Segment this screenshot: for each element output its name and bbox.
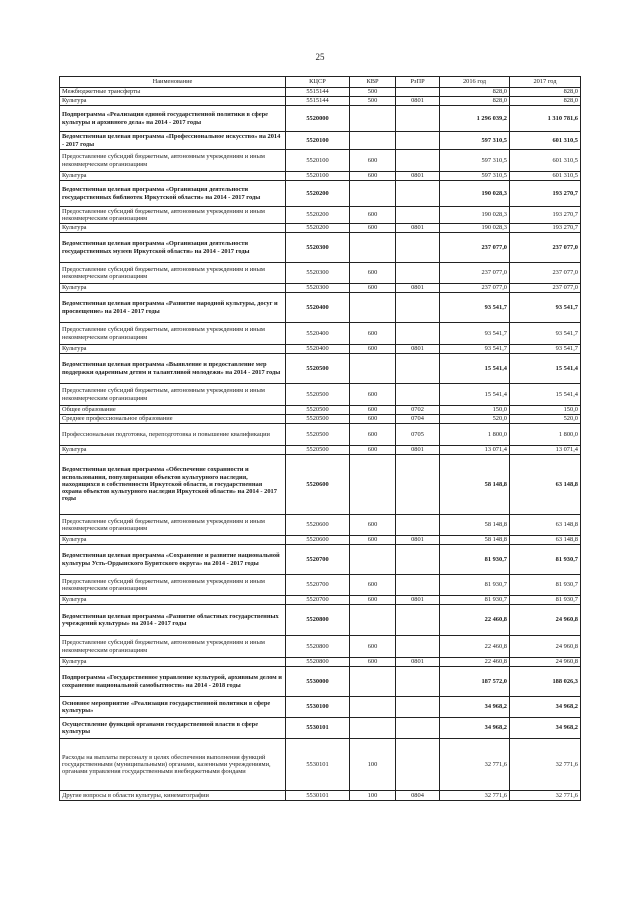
cell-kcsr: 5520100 bbox=[286, 150, 350, 172]
cell-2016: 237 077,0 bbox=[440, 284, 510, 293]
cell-rzpr: 0804 bbox=[396, 791, 440, 801]
cell-kvr: 600 bbox=[350, 515, 396, 536]
table-row bbox=[60, 446, 581, 455]
cell-2016: 81 930,7 bbox=[440, 545, 510, 575]
cell-name: Предоставление субсидий бюджетным, автономным учреждениям и иным некоммерческим организациям bbox=[60, 150, 286, 172]
cell-2017: 32 771,6 bbox=[510, 739, 581, 791]
cell-kcsr: 5520800 bbox=[286, 636, 350, 658]
cell-rzpr: 0801 bbox=[396, 345, 440, 354]
table-row bbox=[60, 224, 581, 233]
table-row bbox=[60, 424, 581, 446]
cell-kvr: 600 bbox=[350, 284, 396, 293]
cell-kcsr: 5520600 bbox=[286, 455, 350, 515]
cell-rzpr: 0801 bbox=[396, 284, 440, 293]
cell-kvr: 500 bbox=[350, 97, 396, 106]
table-row bbox=[60, 658, 581, 667]
cell-name: Профессиональная подготовка, переподготовка и повышение квалификации bbox=[60, 424, 286, 446]
cell-2017: 237 077,0 bbox=[510, 263, 581, 284]
cell-name: Ведомственная целевая программа «Обеспечение сохранности и использования, популяризация объектов культурного наследия, находящихся в собственности Иркутской области, и государственная охрана объектов культурного наследия Иркутской области» на 2014 - 2017 годы bbox=[60, 455, 286, 515]
cell-2017: 193 270,7 bbox=[510, 224, 581, 233]
cell-kcsr: 5520600 bbox=[286, 536, 350, 545]
cell-rzpr bbox=[396, 233, 440, 263]
cell-2016: 828,0 bbox=[440, 88, 510, 97]
cell-rzpr bbox=[396, 181, 440, 207]
table-row bbox=[60, 293, 581, 323]
cell-kvr bbox=[350, 106, 396, 132]
cell-2017: 24 960,8 bbox=[510, 605, 581, 636]
cell-kvr: 600 bbox=[350, 424, 396, 446]
budget-table bbox=[59, 76, 581, 801]
cell-kvr: 600 bbox=[350, 172, 396, 181]
cell-2016: 81 930,7 bbox=[440, 596, 510, 605]
cell-kvr: 600 bbox=[350, 224, 396, 233]
cell-2016: 597 310,5 bbox=[440, 132, 510, 150]
cell-kcsr: 5520500 bbox=[286, 354, 350, 384]
cell-2016: 15 541,4 bbox=[440, 354, 510, 384]
cell-2017: 15 541,4 bbox=[510, 354, 581, 384]
table-row bbox=[60, 384, 581, 406]
table-row bbox=[60, 791, 581, 801]
cell-rzpr bbox=[396, 697, 440, 718]
cell-rzpr bbox=[396, 293, 440, 323]
table-row bbox=[60, 536, 581, 545]
cell-name: Предоставление субсидий бюджетным, автономным учреждениям и иным некоммерческим организациям bbox=[60, 636, 286, 658]
cell-2017: 520,0 bbox=[510, 415, 581, 424]
table-row bbox=[60, 263, 581, 284]
cell-name: Культура bbox=[60, 658, 286, 667]
cell-rzpr: 0801 bbox=[396, 446, 440, 455]
table-row bbox=[60, 284, 581, 293]
cell-name: Культура bbox=[60, 97, 286, 106]
cell-2017: 15 541,4 bbox=[510, 384, 581, 406]
table-row bbox=[60, 207, 581, 224]
cell-name: Ведомственная целевая программа «Организация деятельности государственных библиотек Иркутской области» на 2014 - 2017 годы bbox=[60, 181, 286, 207]
cell-kvr: 600 bbox=[350, 406, 396, 415]
cell-kvr: 600 bbox=[350, 575, 396, 596]
table-row bbox=[60, 88, 581, 97]
cell-name: Основное мероприятие «Реализация государственной политики в сфере культуры» bbox=[60, 697, 286, 718]
cell-2016: 237 077,0 bbox=[440, 233, 510, 263]
cell-rzpr bbox=[396, 515, 440, 536]
cell-kvr bbox=[350, 233, 396, 263]
cell-2016: 93 541,7 bbox=[440, 345, 510, 354]
cell-kvr bbox=[350, 718, 396, 739]
cell-2017: 601 310,5 bbox=[510, 150, 581, 172]
cell-2017: 1 800,0 bbox=[510, 424, 581, 446]
table-row bbox=[60, 97, 581, 106]
cell-rzpr bbox=[396, 636, 440, 658]
cell-rzpr bbox=[396, 323, 440, 345]
cell-name: Культура bbox=[60, 224, 286, 233]
cell-kcsr: 5520500 bbox=[286, 446, 350, 455]
cell-2016: 190 028,3 bbox=[440, 181, 510, 207]
table-row bbox=[60, 415, 581, 424]
cell-kcsr: 5520400 bbox=[286, 323, 350, 345]
table-row bbox=[60, 150, 581, 172]
cell-2017: 93 541,7 bbox=[510, 293, 581, 323]
cell-kvr: 600 bbox=[350, 150, 396, 172]
cell-kvr: 600 bbox=[350, 446, 396, 455]
cell-2017: 81 930,7 bbox=[510, 545, 581, 575]
cell-name: Ведомственная целевая программа «Профессиональное искусство» на 2014 - 2017 годы bbox=[60, 132, 286, 150]
cell-2016: 597 310,5 bbox=[440, 172, 510, 181]
cell-kvr bbox=[350, 545, 396, 575]
cell-2017: 93 541,7 bbox=[510, 323, 581, 345]
cell-2017: 63 148,8 bbox=[510, 515, 581, 536]
cell-kcsr: 5520500 bbox=[286, 415, 350, 424]
cell-2016: 520,0 bbox=[440, 415, 510, 424]
cell-kvr: 600 bbox=[350, 263, 396, 284]
cell-rzpr: 0704 bbox=[396, 415, 440, 424]
cell-kvr: 600 bbox=[350, 536, 396, 545]
cell-2016: 93 541,7 bbox=[440, 323, 510, 345]
cell-2016: 58 148,8 bbox=[440, 455, 510, 515]
cell-kvr bbox=[350, 354, 396, 384]
cell-kcsr: 5520200 bbox=[286, 207, 350, 224]
cell-2016: 828,0 bbox=[440, 97, 510, 106]
table-row bbox=[60, 132, 581, 150]
cell-2016: 32 771,6 bbox=[440, 739, 510, 791]
cell-kcsr: 5520500 bbox=[286, 384, 350, 406]
cell-rzpr bbox=[396, 132, 440, 150]
cell-name: Культура bbox=[60, 284, 286, 293]
table-row bbox=[60, 636, 581, 658]
cell-kvr: 600 bbox=[350, 415, 396, 424]
cell-rzpr bbox=[396, 150, 440, 172]
cell-rzpr bbox=[396, 739, 440, 791]
cell-name: Ведомственная целевая программа «Развитие народной культуры, досуг и просвещение» на 2014 - 2017 годы bbox=[60, 293, 286, 323]
cell-name: Общее образование bbox=[60, 406, 286, 415]
cell-2017: 63 148,8 bbox=[510, 455, 581, 515]
cell-kcsr: 5520400 bbox=[286, 293, 350, 323]
cell-name: Предоставление субсидий бюджетным, автономным учреждениям и иным некоммерческим организациям bbox=[60, 384, 286, 406]
cell-name: Подпрограмма «Государственное управление культурой, архивным делом и сохранение национальной самобытности» на 2014 - 2018 годы bbox=[60, 667, 286, 697]
cell-name: Предоставление субсидий бюджетным, автономным учреждениям и иным некоммерческим организациям bbox=[60, 515, 286, 536]
table-row bbox=[60, 545, 581, 575]
cell-name: Культура bbox=[60, 446, 286, 455]
cell-2017: 193 270,7 bbox=[510, 207, 581, 224]
cell-kcsr: 5530101 bbox=[286, 718, 350, 739]
cell-kcsr: 5530101 bbox=[286, 791, 350, 801]
cell-name: Среднее профессиональное образование bbox=[60, 415, 286, 424]
table-body bbox=[60, 88, 581, 801]
cell-2017: 13 071,4 bbox=[510, 446, 581, 455]
cell-rzpr bbox=[396, 354, 440, 384]
cell-2016: 237 077,0 bbox=[440, 263, 510, 284]
cell-name: Расходы на выплаты персоналу в целях обеспечения выполнения функций государственными (муниципальными) органами, казенными учреждениями, органами управления государственными внебюджетными фондами bbox=[60, 739, 286, 791]
cell-kvr: 600 bbox=[350, 345, 396, 354]
table-row bbox=[60, 345, 581, 354]
cell-kcsr: 5520300 bbox=[286, 263, 350, 284]
table-row bbox=[60, 323, 581, 345]
cell-kcsr: 5520600 bbox=[286, 515, 350, 536]
cell-rzpr bbox=[396, 106, 440, 132]
cell-2017: 601 310,5 bbox=[510, 172, 581, 181]
cell-2016: 150,0 bbox=[440, 406, 510, 415]
cell-kcsr: 5520500 bbox=[286, 406, 350, 415]
cell-name: Ведомственная целевая программа «Организация деятельности государственных музеев Иркутской области» на 2014 - 2017 годы bbox=[60, 233, 286, 263]
cell-2016: 1 800,0 bbox=[440, 424, 510, 446]
cell-2017: 34 968,2 bbox=[510, 718, 581, 739]
cell-rzpr bbox=[396, 667, 440, 697]
header-kcsr: КЦСР bbox=[286, 77, 350, 88]
cell-2017: 237 077,0 bbox=[510, 284, 581, 293]
cell-rzpr bbox=[396, 605, 440, 636]
cell-name: Ведомственная целевая программа «Развитие областных государственных учреждений культуры» на 2014 - 2017 годы bbox=[60, 605, 286, 636]
cell-kcsr: 5520300 bbox=[286, 284, 350, 293]
cell-kvr bbox=[350, 181, 396, 207]
cell-name: Предоставление субсидий бюджетным, автономным учреждениям и иным некоммерческим организациям bbox=[60, 207, 286, 224]
cell-2016: 13 071,4 bbox=[440, 446, 510, 455]
cell-kcsr: 5520300 bbox=[286, 233, 350, 263]
table-row bbox=[60, 181, 581, 207]
cell-kcsr: 5520200 bbox=[286, 224, 350, 233]
cell-kvr bbox=[350, 293, 396, 323]
cell-kcsr: 5530100 bbox=[286, 697, 350, 718]
cell-2017: 81 930,7 bbox=[510, 575, 581, 596]
header-kvr: КВР bbox=[350, 77, 396, 88]
cell-kcsr: 5515144 bbox=[286, 88, 350, 97]
cell-kcsr: 5530101 bbox=[286, 739, 350, 791]
cell-2016: 58 148,8 bbox=[440, 515, 510, 536]
cell-rzpr bbox=[396, 88, 440, 97]
cell-name: Ведомственная целевая программа «Выявление и предоставление мер поддержки одаренным детям и талантливой молодежи» на 2014 - 2017 годы bbox=[60, 354, 286, 384]
cell-name: Предоставление субсидий бюджетным, автономным учреждениям и иным некоммерческим организациям bbox=[60, 323, 286, 345]
cell-2017: 63 148,8 bbox=[510, 536, 581, 545]
cell-rzpr: 0702 bbox=[396, 406, 440, 415]
cell-2016: 22 460,8 bbox=[440, 636, 510, 658]
cell-kvr: 600 bbox=[350, 207, 396, 224]
cell-2016: 22 460,8 bbox=[440, 658, 510, 667]
cell-2017: 601 310,5 bbox=[510, 132, 581, 150]
cell-2016: 34 968,2 bbox=[440, 718, 510, 739]
table-row bbox=[60, 575, 581, 596]
table-header-row bbox=[60, 77, 581, 88]
table-row bbox=[60, 515, 581, 536]
cell-kcsr: 5520400 bbox=[286, 345, 350, 354]
cell-rzpr: 0801 bbox=[396, 658, 440, 667]
cell-rzpr: 0705 bbox=[396, 424, 440, 446]
cell-kcsr: 5520700 bbox=[286, 575, 350, 596]
cell-kvr: 100 bbox=[350, 739, 396, 791]
cell-kvr bbox=[350, 455, 396, 515]
cell-2017: 24 960,8 bbox=[510, 636, 581, 658]
table-row bbox=[60, 605, 581, 636]
cell-kvr bbox=[350, 667, 396, 697]
cell-rzpr bbox=[396, 545, 440, 575]
cell-rzpr bbox=[396, 263, 440, 284]
cell-rzpr: 0801 bbox=[396, 596, 440, 605]
cell-rzpr bbox=[396, 384, 440, 406]
cell-2017: 828,0 bbox=[510, 97, 581, 106]
cell-name: Культура bbox=[60, 172, 286, 181]
cell-2017: 828,0 bbox=[510, 88, 581, 97]
cell-name: Межбюджетные трансферты bbox=[60, 88, 286, 97]
cell-2016: 22 460,8 bbox=[440, 605, 510, 636]
cell-2017: 188 026,3 bbox=[510, 667, 581, 697]
cell-name: Осуществление функций органами государственной власти в сфере культуры bbox=[60, 718, 286, 739]
cell-name: Культура bbox=[60, 596, 286, 605]
cell-2017: 81 930,7 bbox=[510, 596, 581, 605]
header-2017: 2017 год bbox=[510, 77, 581, 88]
cell-2016: 1 296 039,2 bbox=[440, 106, 510, 132]
cell-kcsr: 5520200 bbox=[286, 181, 350, 207]
cell-kvr: 600 bbox=[350, 596, 396, 605]
cell-kcsr: 5530000 bbox=[286, 667, 350, 697]
cell-kcsr: 5520000 bbox=[286, 106, 350, 132]
cell-kvr bbox=[350, 697, 396, 718]
cell-kcsr: 5520800 bbox=[286, 605, 350, 636]
table-row bbox=[60, 233, 581, 263]
cell-name: Культура bbox=[60, 536, 286, 545]
table-row bbox=[60, 354, 581, 384]
cell-kcsr: 5520700 bbox=[286, 596, 350, 605]
table-row bbox=[60, 172, 581, 181]
header-2016: 2016 год bbox=[440, 77, 510, 88]
table-row bbox=[60, 697, 581, 718]
cell-rzpr bbox=[396, 207, 440, 224]
cell-kcsr: 5520100 bbox=[286, 172, 350, 181]
table-row bbox=[60, 718, 581, 739]
cell-name: Предоставление субсидий бюджетным, автономным учреждениям и иным некоммерческим организациям bbox=[60, 575, 286, 596]
cell-kvr bbox=[350, 132, 396, 150]
cell-kcsr: 5520800 bbox=[286, 658, 350, 667]
cell-kvr: 600 bbox=[350, 323, 396, 345]
table-row bbox=[60, 596, 581, 605]
cell-name: Предоставление субсидий бюджетным, автономным учреждениям и иным некоммерческим организациям bbox=[60, 263, 286, 284]
cell-name: Подпрограмма «Реализация единой государственной политики в сфере культуры и архивного дела» на 2014 - 2017 годы bbox=[60, 106, 286, 132]
cell-2017: 24 960,8 bbox=[510, 658, 581, 667]
cell-2016: 187 572,0 bbox=[440, 667, 510, 697]
cell-2016: 190 028,3 bbox=[440, 207, 510, 224]
cell-2017: 93 541,7 bbox=[510, 345, 581, 354]
cell-kvr bbox=[350, 605, 396, 636]
cell-2017: 237 077,0 bbox=[510, 233, 581, 263]
table-row bbox=[60, 667, 581, 697]
header-name: Наименование bbox=[60, 77, 286, 88]
cell-kvr: 500 bbox=[350, 88, 396, 97]
cell-2016: 597 310,5 bbox=[440, 150, 510, 172]
cell-name: Ведомственная целевая программа «Сохранение и развитие национальной культуры Усть-Ордынского Бурятского округа» на 2014 - 2017 годы bbox=[60, 545, 286, 575]
cell-kvr: 600 bbox=[350, 636, 396, 658]
cell-rzpr: 0801 bbox=[396, 97, 440, 106]
cell-2017: 150,0 bbox=[510, 406, 581, 415]
cell-kvr: 600 bbox=[350, 384, 396, 406]
cell-2017: 34 968,2 bbox=[510, 697, 581, 718]
cell-rzpr bbox=[396, 455, 440, 515]
cell-2017: 193 270,7 bbox=[510, 181, 581, 207]
cell-kcsr: 5520100 bbox=[286, 132, 350, 150]
cell-2016: 32 771,6 bbox=[440, 791, 510, 801]
cell-kcsr: 5515144 bbox=[286, 97, 350, 106]
table-row bbox=[60, 106, 581, 132]
cell-rzpr: 0801 bbox=[396, 536, 440, 545]
cell-kcsr: 5520500 bbox=[286, 424, 350, 446]
cell-rzpr bbox=[396, 575, 440, 596]
cell-kvr: 600 bbox=[350, 658, 396, 667]
table-row bbox=[60, 455, 581, 515]
cell-rzpr bbox=[396, 718, 440, 739]
cell-2016: 15 541,4 bbox=[440, 384, 510, 406]
cell-2016: 34 968,2 bbox=[440, 697, 510, 718]
cell-rzpr: 0801 bbox=[396, 172, 440, 181]
table-row bbox=[60, 406, 581, 415]
cell-2016: 190 028,3 bbox=[440, 224, 510, 233]
page-number: 25 bbox=[315, 52, 325, 62]
cell-kcsr: 5520700 bbox=[286, 545, 350, 575]
cell-rzpr: 0801 bbox=[396, 224, 440, 233]
cell-2016: 93 541,7 bbox=[440, 293, 510, 323]
cell-2016: 81 930,7 bbox=[440, 575, 510, 596]
table-row bbox=[60, 739, 581, 791]
header-rzpr: РзПР bbox=[396, 77, 440, 88]
cell-2016: 58 148,8 bbox=[440, 536, 510, 545]
cell-2017: 32 771,6 bbox=[510, 791, 581, 801]
cell-kvr: 100 bbox=[350, 791, 396, 801]
cell-2017: 1 310 781,6 bbox=[510, 106, 581, 132]
cell-name: Культура bbox=[60, 345, 286, 354]
cell-name: Другие вопросы в области культуры, кинематографии bbox=[60, 791, 286, 801]
